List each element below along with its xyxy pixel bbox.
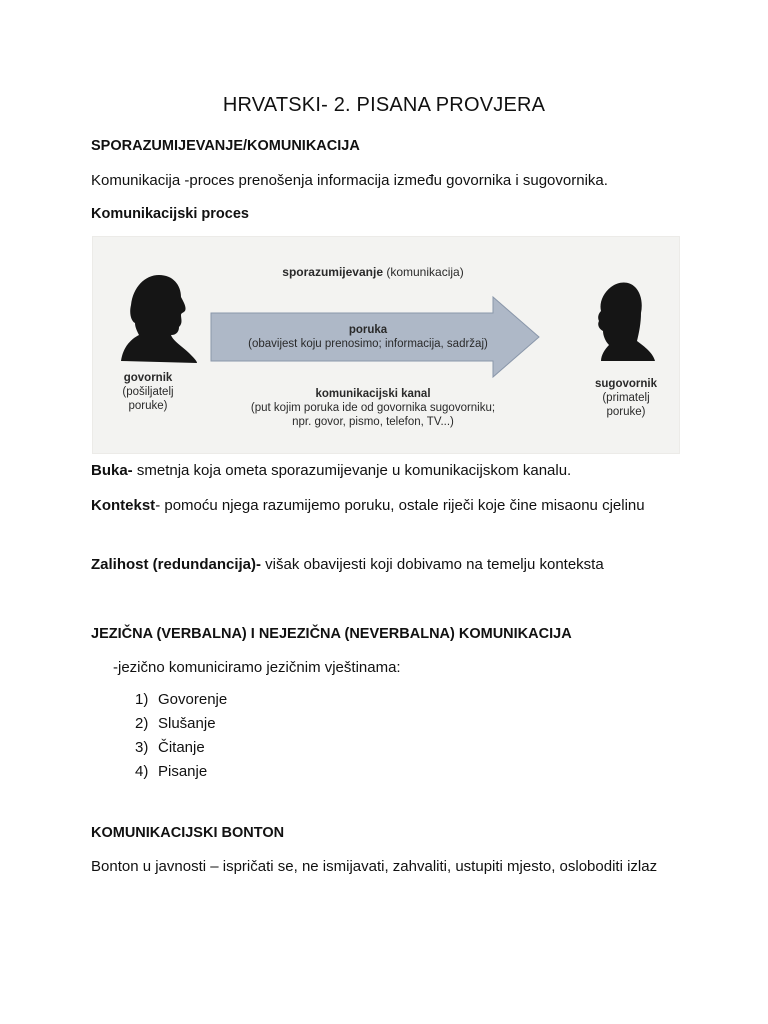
term-redundancy: Zalihost (redundancija)- višak obavijesti koji dobivamo na temelju konteksta — [91, 556, 604, 573]
list-item: 4) Pisanje — [135, 763, 208, 780]
communication-definition: Komunikacija -proces prenošenja informacija između govornika i sugovornika. — [91, 172, 608, 189]
figure-top-label: sporazumijevanje (komunikacija) — [282, 265, 464, 279]
section-heading-communication: SPORAZUMIJEVANJE/KOMUNIKACIJA — [91, 138, 360, 154]
skills-list — [135, 688, 227, 784]
list-item: 3) Čitanje — [135, 739, 205, 756]
etiquette-text: Bonton u javnosti – ispričati se, ne ismijavati, zahvaliti, ustupiti mjesto, osloboditi izlaz — [91, 858, 658, 875]
figure-arrow-label: poruka (obavijest koju prenosimo; informacija, sadržaj) — [248, 324, 488, 350]
skills-intro: -jezično komuniciramo jezičnim vještinama: — [113, 659, 401, 676]
term-context: Kontekst- pomoću njega razumijemo poruku, ostale riječi koje čine misaonu cjelinu — [91, 497, 645, 514]
process-subheading: Komunikacijski proces — [91, 206, 249, 222]
figure-speaker-label: govornik (pošiljatelj poruke) — [122, 372, 174, 412]
section-heading-etiquette: KOMUNIKACIJSKI BONTON — [91, 825, 285, 841]
communication-process-figure — [92, 236, 680, 454]
list-item: 1) Govorenje — [135, 691, 228, 708]
figure-channel-label: komunikacijski kanal (put kojim poruka ide od govornika sugovorniku; npr. govor, pismo, telefon, TV...) — [250, 388, 496, 428]
listener-silhouette — [598, 283, 655, 362]
list-item: 2) Slušanje — [135, 715, 216, 732]
speaker-silhouette — [121, 275, 197, 363]
term-noise: Buka- smetnja koja ometa sporazumijevanje u komunikacijskom kanalu. — [91, 462, 572, 479]
page-title: HRVATSKI- 2. PISANA PROVJERA — [222, 94, 546, 116]
section-heading-verbal: JEZIČNA (VERBALNA) I NEJEZIČNA (NEVERBALNA) KOMUNIKACIJA — [91, 626, 572, 642]
figure-listener-label: sugovornik (primatelj poruke) — [595, 378, 657, 418]
